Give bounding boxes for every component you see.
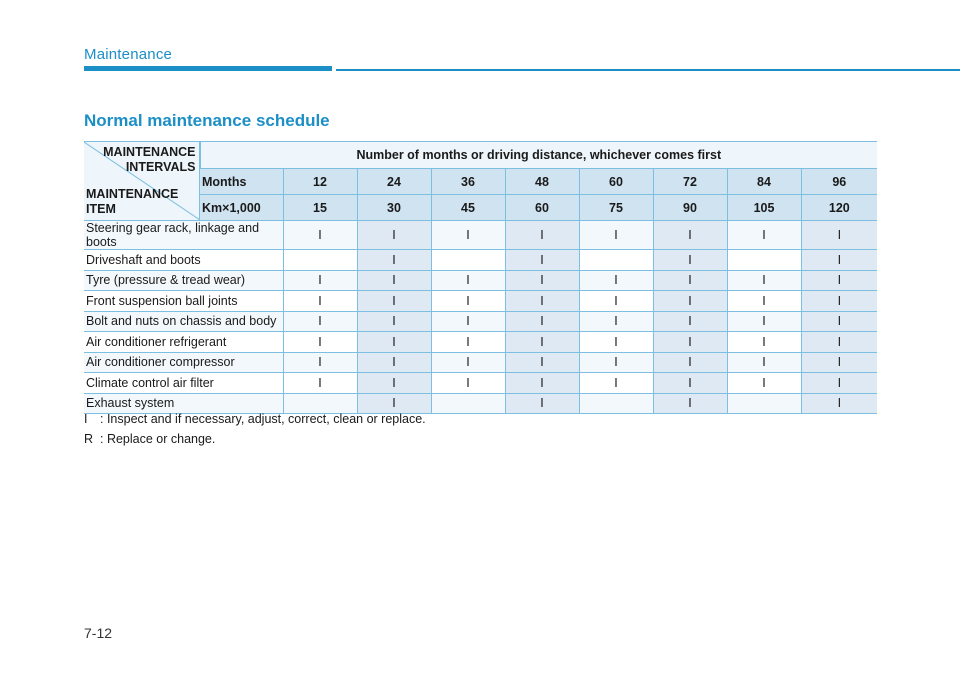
schedule-cell: I: [357, 291, 431, 312]
schedule-cell: I: [505, 221, 579, 250]
schedule-cell: I: [579, 352, 653, 373]
corner-intervals-label: MAINTENANCE INTERVALS: [103, 145, 196, 174]
section-label: Maintenance: [84, 46, 173, 63]
schedule-cell: I: [431, 352, 505, 373]
months-row: [84, 169, 877, 195]
schedule-cell: I: [653, 352, 727, 373]
schedule-cell: I: [579, 291, 653, 312]
legend-item: R : Replace or change.: [84, 432, 216, 446]
months-value: 24: [357, 169, 431, 195]
km-label: Km×1,000: [200, 195, 283, 221]
months-value: 48: [505, 169, 579, 195]
months-value: 84: [727, 169, 801, 195]
schedule-cell: I: [653, 373, 727, 394]
km-value: 15: [283, 195, 357, 221]
schedule-cell: I: [579, 332, 653, 353]
schedule-cell: I: [727, 311, 801, 332]
schedule-cell: I: [653, 311, 727, 332]
schedule-cell: I: [357, 250, 431, 271]
km-value: 45: [431, 195, 505, 221]
schedule-cell: I: [283, 291, 357, 312]
km-value: 90: [653, 195, 727, 221]
page-number: 7-12: [84, 625, 113, 641]
table-row: [84, 291, 877, 312]
schedule-cell: I: [505, 332, 579, 353]
maintenance-item-name: Bolt and nuts on chassis and body: [84, 311, 283, 332]
legend-item: I : Inspect and if necessary, adjust, correct, clean or replace.: [84, 412, 426, 426]
table-corner-header: [84, 142, 200, 221]
schedule-cell: I: [431, 332, 505, 353]
schedule-cell: I: [727, 332, 801, 353]
km-row: [84, 195, 877, 221]
schedule-cell: I: [727, 221, 801, 250]
schedule-cell: I: [653, 332, 727, 353]
schedule-cell: I: [801, 393, 877, 414]
schedule-cell: I: [431, 373, 505, 394]
header-rule-thick: [84, 66, 332, 71]
schedule-cell: I: [505, 311, 579, 332]
schedule-cell: I: [283, 221, 357, 250]
table-row: [84, 332, 877, 353]
maintenance-item-name: Exhaust system: [84, 393, 283, 414]
schedule-cell: [431, 393, 505, 414]
schedule-cell: I: [653, 291, 727, 312]
table-row: [84, 311, 877, 332]
schedule-cell: [579, 250, 653, 271]
schedule-cell: I: [801, 270, 877, 291]
schedule-cell: I: [283, 270, 357, 291]
schedule-cell: I: [283, 373, 357, 394]
corner-item-label: MAINTENANCE ITEM: [86, 187, 179, 216]
table-row: [84, 250, 877, 271]
schedule-cell: I: [505, 270, 579, 291]
schedule-cell: I: [357, 332, 431, 353]
schedule-cell: I: [801, 373, 877, 394]
table-row: [84, 221, 877, 250]
table-row: [84, 270, 877, 291]
schedule-cell: I: [283, 332, 357, 353]
schedule-cell: I: [727, 291, 801, 312]
schedule-cell: [431, 250, 505, 271]
schedule-cell: I: [579, 311, 653, 332]
schedule-cell: I: [801, 221, 877, 250]
schedule-cell: I: [357, 270, 431, 291]
maintenance-item-name: Climate control air filter: [84, 373, 283, 394]
schedule-cell: I: [801, 332, 877, 353]
months-value: 60: [579, 169, 653, 195]
schedule-cell: I: [801, 291, 877, 312]
page-title: Normal maintenance schedule: [84, 111, 330, 130]
schedule-cell: I: [505, 250, 579, 271]
months-value: 96: [801, 169, 877, 195]
schedule-cell: I: [653, 393, 727, 414]
maintenance-item-name: Front suspension ball joints: [84, 291, 283, 312]
schedule-cell: I: [653, 221, 727, 250]
schedule-cell: [727, 393, 801, 414]
schedule-cell: I: [801, 311, 877, 332]
months-value: 72: [653, 169, 727, 195]
schedule-cell: I: [505, 393, 579, 414]
schedule-cell: I: [653, 270, 727, 291]
schedule-cell: I: [727, 270, 801, 291]
months-label: Months: [200, 169, 283, 195]
schedule-cell: I: [283, 352, 357, 373]
schedule-cell: I: [801, 250, 877, 271]
schedule-cell: I: [357, 221, 431, 250]
header-rule-thin: [336, 69, 960, 71]
schedule-cell: I: [431, 291, 505, 312]
schedule-cell: I: [579, 270, 653, 291]
schedule-cell: I: [357, 373, 431, 394]
schedule-cell: I: [357, 352, 431, 373]
schedule-cell: I: [357, 393, 431, 414]
schedule-cell: I: [653, 250, 727, 271]
km-value: 75: [579, 195, 653, 221]
maintenance-item-name: Air conditioner refrigerant: [84, 332, 283, 353]
schedule-cell: I: [505, 352, 579, 373]
months-value: 12: [283, 169, 357, 195]
maintenance-item-name: Air conditioner compressor: [84, 352, 283, 373]
maintenance-item-name: Steering gear rack, linkage and boots: [84, 221, 283, 250]
schedule-cell: I: [505, 291, 579, 312]
schedule-cell: I: [801, 352, 877, 373]
schedule-cell: [579, 393, 653, 414]
schedule-cell: [283, 250, 357, 271]
schedule-cell: I: [431, 221, 505, 250]
schedule-cell: I: [727, 352, 801, 373]
table-row: [84, 352, 877, 373]
km-value: 60: [505, 195, 579, 221]
months-value: 36: [431, 169, 505, 195]
schedule-cell: I: [579, 221, 653, 250]
schedule-cell: I: [283, 311, 357, 332]
maintenance-item-name: Driveshaft and boots: [84, 250, 283, 271]
schedule-cell: I: [727, 373, 801, 394]
schedule-cell: [727, 250, 801, 271]
legend: [84, 409, 426, 449]
maintenance-schedule-table: [84, 141, 877, 414]
schedule-cell: I: [505, 373, 579, 394]
km-value: 120: [801, 195, 877, 221]
km-value: 30: [357, 195, 431, 221]
schedule-cell: I: [431, 270, 505, 291]
table-row: [84, 373, 877, 394]
schedule-cell: I: [357, 311, 431, 332]
maintenance-item-name: Tyre (pressure & tread wear): [84, 270, 283, 291]
schedule-cell: I: [431, 311, 505, 332]
km-value: 105: [727, 195, 801, 221]
interval-span-header: Number of months or driving distance, whichever comes first: [200, 142, 877, 169]
schedule-cell: I: [579, 373, 653, 394]
